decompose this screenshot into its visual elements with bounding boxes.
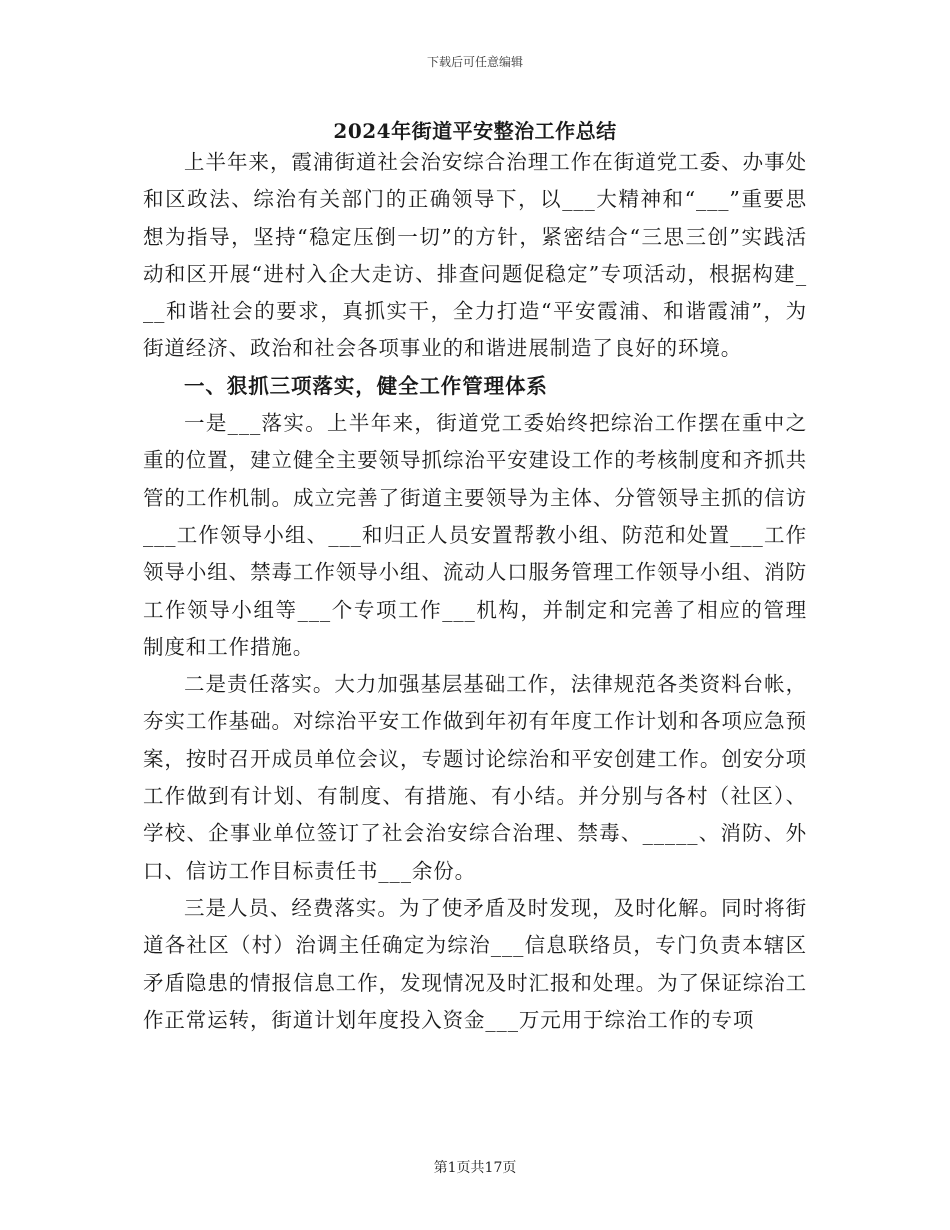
paragraph-responsibility-implementation: 二是责任落实。大力加强基层基础工作，法律规范各类资料台帐，夯实工作基础。对综治平安工作做到年初有年度工作计划和各项应急预案，按时召开成员单位会议，专题讨论综治和平安创建工作。创安分项工作做到有计划、有制度、有措施、有小结。并分别与各村（社区）、学校、企事业单位签订了社会治安综合治理、禁毒、_____、消防、外口、信访工作目标责任书___余份。 bbox=[143, 672, 807, 883]
page-header-note: 下载后可任意编辑 bbox=[426, 55, 523, 69]
intro-paragraph: 上半年来，霞浦街道社会治安综合治理工作在街道党工委、办事处和区政法、综治有关部门的正确领导下，以___大精神和“___”重要思想为指导，坚持“稳定压倒一切”的方针，紧密结合“三思三创”实践活动和区开展“进村入企大走访、排查问题促稳定”专项活动，根据构建___和谐社会的要求，真抓实干，全力打造“平安霞浦、和谐霞浦”，为街道经济、政治和社会各项事业的和谐进展制造了良好的环境。 bbox=[143, 150, 807, 361]
paragraph-first-implementation: 一是___落实。上半年来，街道党工委始终把综治工作摆在重中之重的位置，建立健全主要领导抓综治平安建设工作的考核制度和齐抓共管的工作机制。成立完善了街道主要领导为主体、分管领导主抓的信访___工作领导小组、___和归正人员安置帮教小组、防范和处置___工作领导小组、禁毒工作领导小组、流动人口服务管理工作领导小组、消防工作领导小组等___个专项工作___机构，并制定和完善了相应的管理制度和工作措施。 bbox=[143, 411, 807, 659]
paragraph-personnel-funding-implementation: 三是人员、经费落实。为了使矛盾及时发现，及时化解。同时将街道各社区（村）治调主任确定为综治___信息联络员，专门负责本辖区矛盾隐患的情报信息工作，发现情况及时汇报和处理。为了保证综治工作正常运转，街道计划年度投入资金___万元用于综治工作的专项 bbox=[143, 895, 807, 1032]
document-title: 2024年街道平安整治工作总结 bbox=[333, 119, 617, 143]
page-footer: 第1页共17页 bbox=[433, 1160, 517, 1176]
document-body bbox=[143, 144, 807, 1039]
section-heading-1: 一、狠抓三项落实，健全工作管理体系 bbox=[184, 373, 548, 398]
